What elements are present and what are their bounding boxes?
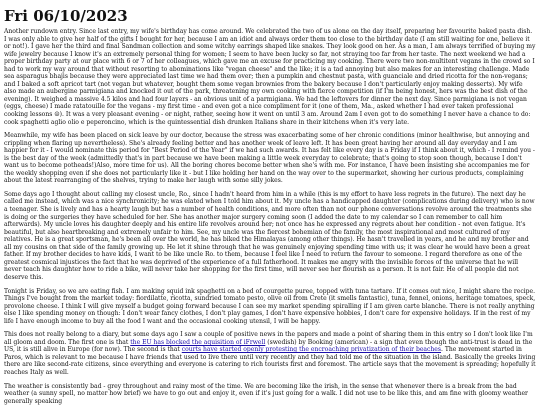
link-beaches-protest[interactable]: courts have started openly protesting the encroaching privatization of their beaches [181, 346, 441, 354]
paragraph-birthday: Another rundown entry. Since last entry, my wife's birthday has come around. We celebrated the two of us alone on the day itself, preparing her favourite baked pasta dish. I was only able to give her half of the gifts I bought for her, because I am an idiot and always order them too close to the birthday date (I am still waiting for one, believe it or not!). I gave her the third and final Sandman collection and some witchy earrings shaped like snakes. They look good on her. As a man, I am always terrified of buying my wife jewelry because I know it's an extremely personal thing for women; I seem to have been lucky so far, not straying too far from her taste. The next weekend we had a proper birthday party at our place with 6 or 7 of her colleagues, which gave me an excuse for practicing my cooking. There were two non-multitent vegans in the crowd so I had to work my way around that without resorting to abominations like "vegan cheese" and the like; it is a tad annoying but also makes for an interesting challenge. Made sea asparagus bhajis because they were appreciated last time we had them over; then a pumpkin and chestnut pasta, with guanciale and dried ricotta for the non-vegans; and I baked a soft apricot tart (not vegan but whatever, bought them some vegan brownies from the bakery because I don't particularly enjoy making desserts). My wife also made an aubergine parmigiana and knocked it out of the park, threatening my own cooking with fierce competition (if I'm being honest, hers was the best dish of the evening). It weighed a massive 4.5 kilos and had four layers - an obvious unit of a parmigiana. We had the leftovers for dinner the next day. Since parmigiana is not vegan (eggs, cheese) I made ratatouille for the vegans - my first time - and even got a nice compliment for it (one of them, Ma., asked whether I had ever taken professional cooking lessons ☺). It was a very pleasant evening - or night, rather, seeing how it went on until 3 am. Around 2am I even got to do something I never have a chance to do: cook spaghetti aglio olio e peperoncino, which is the quintessential dish drunken Italians share in their kitchens when it's very late. [4, 28, 536, 126]
paragraph-weather: The weather is consistently bad - grey throughout and rainy most of the time. We are becoming like the irish, in the sense that whenever there is a break from the bad weather (a sunny spell, no matter how brief) we have to go out and enjoy it, even if it's just going for a walk. I did not use to be like this, and am fine with gloomy weather generally speaking [4, 382, 528, 405]
news-text-end: . The movement started in Paros, which is relevant to me because I have friends that used to live there until very recently and they had told me of the situation in the island. Basically the greeks living there are like second-rate citizens, since everything and everyone is catering to rich tourists first and foremost. The article says that the movement is spreading; hopefully it reaches Italy as well. [4, 346, 536, 376]
news-text-intro: This does not really belong to a diary, but some days ago I saw a couple of positive news in the papers and made a point of sharing them in this entry so I don't look like I'm all gloom and doom. The first one is that [4, 331, 533, 346]
news-text-middle: (swedish) by Booking (american) - a sign that even though the anti-trust is dead in the US, it is still alive in Europe (for now). The second is that [4, 338, 533, 354]
paragraph-friday-fish: Tonight is Friday, so we are eating fish. I am making squid ink spaghetti on a bed of courgette puree, topped with tuna tartare. If it comes out nice, I might share the recipe. Things I've bought from the market today: fiordilatte, ricotta, sundried tomato pesto, olive oil from Crete (it smells fantastic), tuna, fennel, onions, heritage tomatoes, speck, provolone cheese. I think I will give myself a budget going forward because I can see my market spending spiralling if I am given carte blanche. There is not really anything else I like spending money on though: I don't wear fancy clothes, I don't play games, I don't have expensive hobbies, I don't care for expensive holidays. If in the rest of my life I have enough income to buy all the food I want and the occasional cooking utensil, I will be happy. [4, 287, 536, 325]
paragraph-sick-leave: Meanwhile, my wife has been placed on sick leave by our doctor, because the stress was exacerbating some of her chronic conditions (minor healthwise, but annoying and crippling when flaring up nevertheless). She's already feeling better and has another week of leave left. It has been great having her around all day everyday and I am happier for it - I would nominate this period for "Best Period of the Year" if we had such awards. It has felt like every day is a Friday if I think about it, which - I remind you - is the best day of the week (admittedly that's in part because we have been making a little week everyday to celebrate; that's going to stop soon though, because I don't want us to become potheads!)Also, more time for us). All the boring chores become better when she's with me. For instance, I have been insisting she accompanies me for the weekly shopping even if she does not particularly like it - but I like holding her hand on the way over to the supermarket, showing her curious products, complaining about the latest rearranging of the shelves, trying to make her laugh with some silly jokes. [4, 132, 535, 185]
link-eu-acquisition[interactable]: the EU has blocked the aquisition of iFrwell [130, 338, 266, 346]
entry-title: Fri 06/10/2023 [4, 7, 128, 25]
paragraph-news [4, 331, 536, 376]
paragraph-uncle: Some days ago I thought about calling my closest uncle, Ro., since I hadn't heard from him in a while (this is my effort to have less regrets in the future). The next day he called me instead, which was a nice synchronicity; he was elated when I told him about it. My uncle has a handicapped daughter (complications during delivery) who is now a teenager. She is lively and has a hearty laugh but has a number of health conditions, and more often than not our phone conversations revolve around the treatments she is doing or the surgeries they have scheduled for her. She has another major surgery coming soon (I added the date to my calendar so I can remember to call him afterwards). My uncle loves his daughter deeply and his entire life revolves around her; not once has he expressed any regrets about her condition - not even fatigue. It's beautiful, but also heartbreaking and extremely unfair to him. See, my uncle was the fiercest bohemian of the family, the most inspirational and most cultured of my relatives. He is a great sportsman, he's been all over the world, he has biked the Himalayas (among other things). He hasn't travelled in years, and he and my brother and all my cousins on that side of the family growing up. He let it shine through that he was genuinely enjoying spending time with us; it was clear he would have been a great father. If my brother decides to have kids, I want to be like uncle Ro. to them, because I feel like I need to return the favour to someone. I regard therefore as one of the greatest cosmical injustices the fact that he was deprived of the experience of a full fatherhood. It makes me angry with the invisible forces of the universe that he will never teach his daughter how to ride a bike, will never take her shopping for the first time, will never see her flourish as a person. It is not fair. He of all people did not deserve this. [4, 190, 535, 281]
